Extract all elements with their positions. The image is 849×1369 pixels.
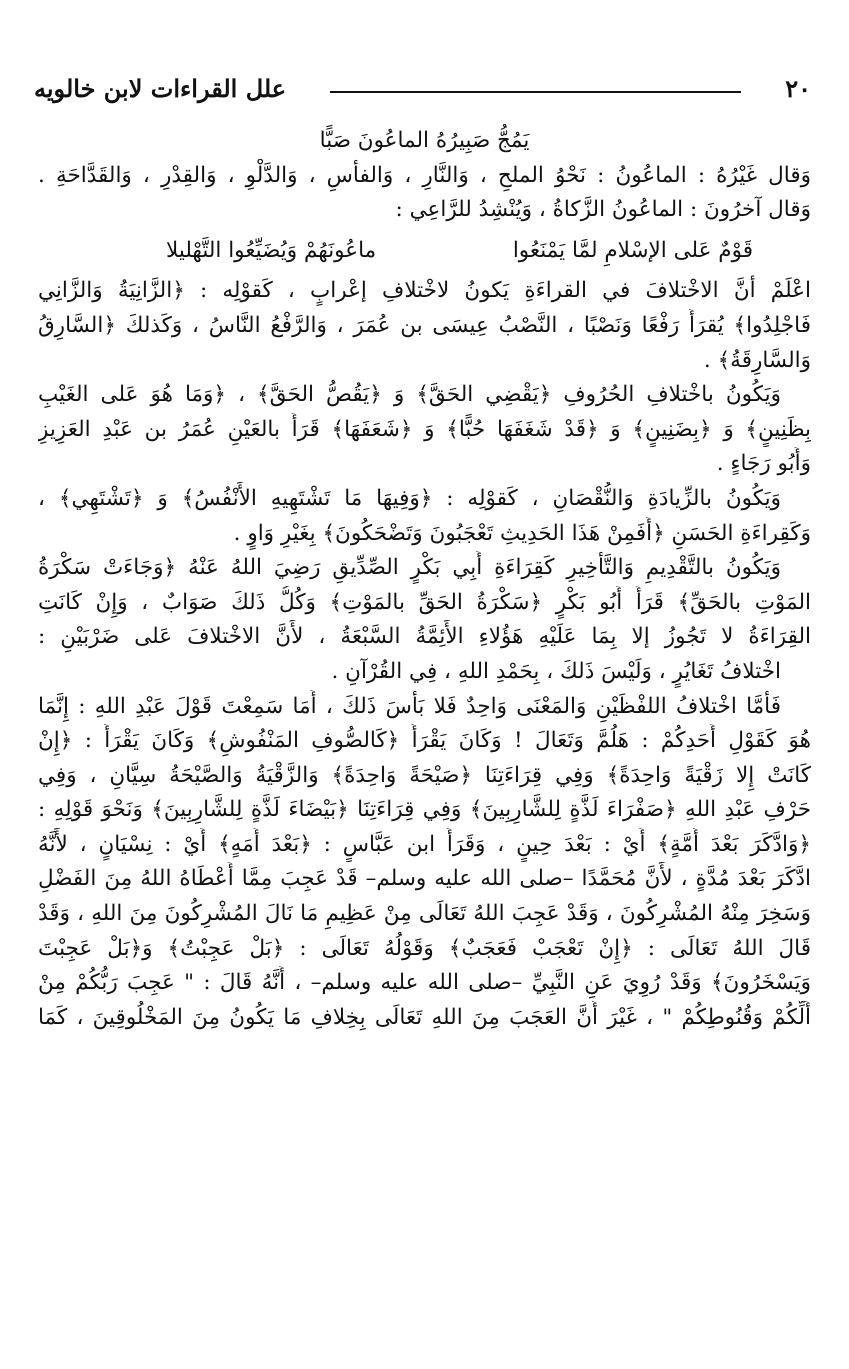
poem-hemistich-first: قَوْمٌ عَلى الإسْلامِ لمَّا يَمْنَعُوا <box>512 237 753 263</box>
text-line: وَيَكُونُ بالتَّقْدِيمِ وَالتَّأْخِيرِ كَقِرَاءَةِ أَبِي بَكْرٍ الصِّدِّيقِ رَضِيَ اللهُ عَنْهُ ﴿وَجَاءَتْ سَكْرَةُ <box>38 555 781 581</box>
page-number: ٢٠ <box>785 74 811 103</box>
text-line: وَيَكُونُ بالزِّيادَةِ وَالنُّقْصَانِ ، كَقوْلِه : ﴿وَفِيهَا مَا تَشْتَهِيهِ الأَنْفُسُ﴾ وَ ﴿تَشْتَهِي﴾ ، <box>38 485 781 511</box>
text-line: اخْتلافُ تَغَايُرٍ ، وَلَيْسَ ذَلكَ ، بِحَمْدِ اللهِ ، فِي القُرْآنِ . <box>331 658 781 684</box>
text-line: وَيَسْخَرُونَ﴾ وَقَدْ رُوِيَ عَنِ النَّبِيِّ –صلى الله عليه وسلم– ، أَنَّهُ قَالَ : " عَجِبَ رَبُّكُمْ مِنْ <box>38 970 811 996</box>
text-line: ﴿وَادَّكَرَ بَعْدَ أُمَّةٍ﴾ أَيْ : بَعْدَ حِينٍ ، وَقَرَأَ ابن عَبَّاسٍ : ﴿بَعْدَ أَمَهٍ﴾ أَيْ : نِسْيَانٍ ، لأَنَّهُ <box>38 831 811 857</box>
text-line: قَالَ اللهُ تَعَالَى : ﴿إِنْ تَعْجَبْ فَعَجَبٌ﴾ وَقَوْلُهُ تَعَالَى : ﴿بَلْ عَجِبْتُ﴾ وَ﴿بَلْ عَجِبْتَ <box>38 935 811 961</box>
header-rule <box>330 91 741 93</box>
text-line: أَلِّكُمْ وَقُنُوطِكُمْ " ، غَيْرَ أَنَّ العَجَبَ مِنَ اللهِ تَعَالَى بِخِلافِ مَا يَكُونُ مِنَ المَخْلُوقِينَ ، كَمَا <box>38 1004 811 1030</box>
page-text <box>38 124 811 1035</box>
text-line: فَأَمَّا اخْتلافُ اللفْظَيْنِ وَالمَعْنَى وَاحِدٌ فَلا بَأْسَ ذَلكَ ، أَمَا سَمِعْتَ قَوْلَ عَبْدِ اللهِ : إِنَّمَا <box>38 693 781 719</box>
poem-hemistich-second: ماعُونَهُمْ وَيُضَيِّعُوا التَّهْليلا <box>166 237 377 263</box>
text-line: القِرَاءَةُ لا تَجُوزُ إلا بِمَا عَلَيْهِ هَؤُلاءِ الأَئِمَّةُ السَّبْعَةُ ، لأَنَّ الاخْتلافَ عَلى ضَرْبَيْنِ : <box>38 624 811 650</box>
text-line: وَسَخِرَ مِنْهُ المُشْرِكُونَ ، وَقَدْ عَجِبَ اللهُ تَعَالَى مِنْ عَظِيمِ مَا نَالَ المُشْرِكُونَ مِنَ اللهِ ، وَقَدْ <box>38 901 811 927</box>
verse-line: يَمُجُّ صَبِيرُهُ الماعُونَ صَبًّا <box>319 128 530 153</box>
text-line: المَوْتِ بالحَقِّ﴾ قَرَأَ أَبُو بَكْرٍ ﴿سَكْرَةُ الحَقِّ بالمَوْتِ﴾ وَكُلُّ ذَلكَ صَوَابٌ ، وَإِنْ كَانَتِ <box>38 589 811 615</box>
poem-verse <box>38 234 811 269</box>
text-line: وَكَقِراءَةِ الحَسَنِ ﴿أَفَمِنْ هَذَا الحَدِيثِ تَعْجَبُونَ وَتَضْحَكُونَ﴾ بِغَيْرِ وَاوٍ . <box>233 520 811 546</box>
text-line: وَأَبُو رَجَاءٍ . <box>716 451 811 477</box>
text-line: حَرْفِ عَبْدِ اللهِ ﴿صَفْرَاءَ لَذَّةٍ لِلشَّارِبِينَ﴾ وَفِي قِرَاءَتِنَا ﴿بَيْضَاءَ لَذَّةٍ لِلشَّارِبِينَ﴾ وَنَحْوَ قَوْلِهِ : <box>38 797 811 823</box>
text-line: وَيَكُونُ باخْتلافِ الحُرُوفِ ﴿يَقْضِي الحَقَّ﴾ وَ ﴿يَقُصُّ الحَقَّ﴾ ، ﴿وَمَا هُوَ عَلى الغَيْبِ <box>38 382 781 408</box>
text-line: اعْلَمْ أنَّ الاخْتلافَ في القراءَةِ يَكونُ لاخْتلافِ إعْرابٍ ، كَقوْلِه : ﴿الزَّانِيَةُ وَالزَّانِي <box>38 278 811 304</box>
text-line: وَالسَّارِقَةُ﴾ . <box>703 347 811 373</box>
text-line: وَقال غَيْرُهُ : الماعُونُ : نَحْوُ الملحِ ، وَالنَّارِ ، وَالفأسِ ، وَالدَّلْوِ ، وَالقِدْرِ ، وَالقَدَّاحَةِ . <box>38 162 811 188</box>
text-line: كَانَتْ إِلا زَقْيَةً وَاحِدَةً﴾ وَفِي قِرَاءَتِنَا ﴿صَيْحَةً وَاحِدَةً﴾ وَالزَّقْيَةُ وَالصَّيْحَةُ سِيَّانِ ، وَفِي <box>38 762 811 788</box>
running-head <box>34 72 811 106</box>
text-line: ادَّكَرَ بَعْدَ مُدَّةٍ ، لأَنَّ مُحَمَّدًا –صلى الله عليه وسلم– قَدْ عَجِبَ مِمَّا أَعْطَاهُ اللهُ مِنَ الفَضْلِ <box>38 866 811 892</box>
book-title: علل القراءات لابن خالويه <box>34 74 287 103</box>
text-line: وَقال آخرُونَ : الماعُونُ الزَّكاةُ ، وَيُنْشِدُ للرَّاعِي : <box>395 197 811 223</box>
text-line: فَاجْلِدُوا﴾ يُقرَأُ رَفْعًا وَنَصْبًا ، النَّصْبُ عِيسَى بن عُمَرَ ، وَالرَّفْعُ النَّاسُ ، وَكَذلكَ ﴿السَّارِقُ <box>38 312 811 338</box>
text-line: هُوَ كَقَوْلِ أَحَدِكُمْ : هَلُمَّ وَتَعَالَ ! وَكَانَ يَقْرَأُ ﴿كَالصُّوفِ المَنْفُوشِ﴾ وَكَانَ يَقْرَأُ : ﴿إِنْ <box>38 728 811 754</box>
text-line: بِظَنِينٍ﴾ وَ ﴿بِضَنِينٍ﴾ وَ ﴿قَدْ شَغَفَهَا حُبًّا﴾ وَ ﴿شَعَفَهَا﴾ قَرَأَ بالعَيْنِ عُمَرُ بن عَبْدِ العَزِيزِ <box>38 416 811 442</box>
